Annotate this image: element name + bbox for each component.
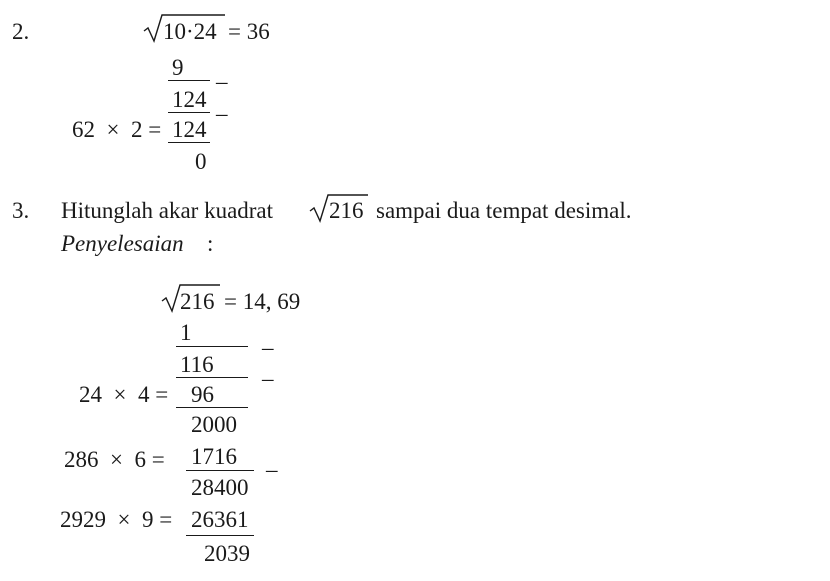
problem-3-product-1: 96	[191, 382, 214, 407]
problem-3-multiplier-1: 24 × 4 =	[79, 382, 169, 407]
problem-2-result: = 36	[228, 19, 270, 44]
problem-3-minus-2: –	[262, 366, 274, 391]
problem-3-multiplier-3: 2929 × 9 =	[60, 507, 173, 532]
problem-2-number: 2.	[12, 19, 30, 44]
problem-2-minus-1: –	[216, 69, 228, 94]
problem-3-minus-3: –	[266, 457, 278, 482]
problem-3-multiplier-2: 286 × 6 =	[64, 447, 165, 472]
problem-3-question-before: Hitunglah akar kuadrat	[61, 198, 274, 223]
problem-2-line-2	[168, 112, 210, 113]
problem-3-result: = 14, 69	[224, 289, 301, 314]
problem-3-remainder-2: 2000	[191, 412, 237, 437]
problem-3-line-2	[176, 377, 248, 378]
problem-2-product: 124	[172, 117, 207, 142]
problem-3-first-digit: 1	[180, 320, 192, 345]
problem-3-line-5	[186, 535, 254, 536]
problem-2-radicand: 10·24	[163, 19, 217, 44]
problem-3-remainder-1: 116	[180, 352, 214, 377]
solution-label: Penyelesaian	[61, 231, 184, 256]
problem-2-minus-2: –	[216, 101, 228, 126]
problem-2-line-1	[168, 80, 210, 81]
problem-3-number: 3.	[12, 198, 30, 223]
problem-3-question-after: sampai dua tempat desimal.	[376, 198, 632, 223]
problem-2-first-digit: 9	[172, 55, 184, 80]
problem-3-minus-1: –	[262, 335, 274, 360]
problem-3-product-3: 26361	[191, 507, 249, 532]
problem-3-radicand: 216	[180, 289, 215, 314]
problem-3-line-3	[176, 407, 248, 408]
problem-3-remainder-3: 28400	[191, 475, 249, 500]
problem-2-remainder-1: 124	[172, 87, 207, 112]
solution-colon: :	[207, 231, 214, 256]
problem-2-final-remainder: 0	[195, 149, 207, 174]
problem-3-line-1	[176, 346, 248, 347]
problem-2-line-3	[168, 142, 210, 143]
problem-3-question-radicand: 216	[329, 198, 364, 223]
problem-2-multiplier: 62 × 2 =	[72, 117, 162, 142]
problem-3-product-2: 1716	[191, 444, 237, 469]
problem-3-final-remainder: 2039	[204, 541, 250, 566]
problem-3-line-4	[186, 470, 254, 471]
